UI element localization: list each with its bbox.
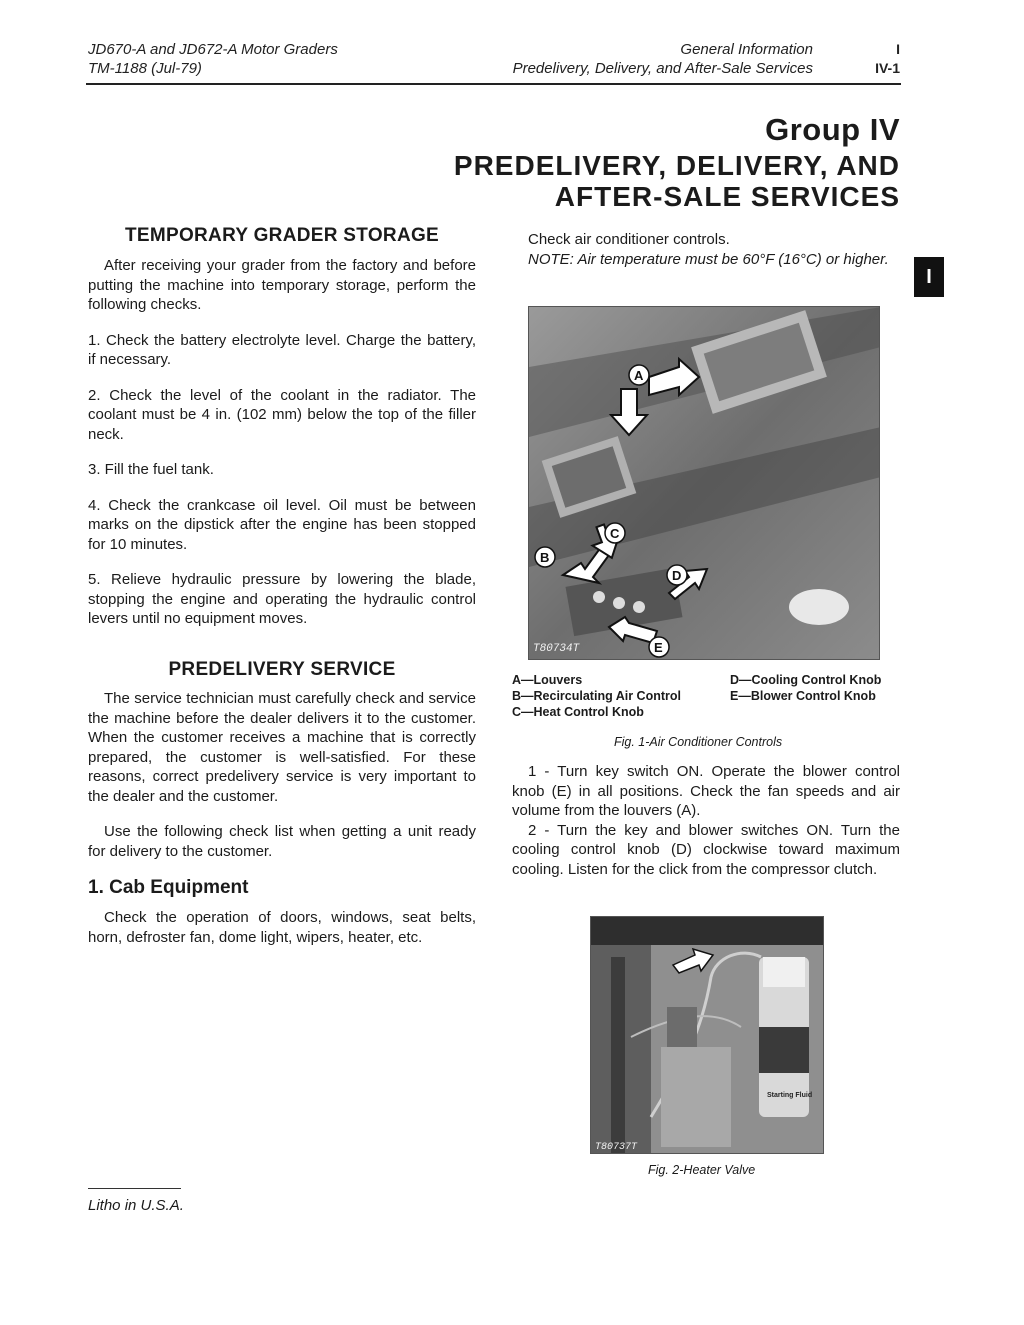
cab-equipment-heading: 1. Cab Equipment — [88, 877, 249, 898]
storage-heading: TEMPORARY GRADER STORAGE — [124, 225, 440, 246]
storage-item-1: 1. Check the battery electrolyte level. Charge the battery, if necessary. — [88, 331, 476, 368]
header-middle — [470, 40, 813, 78]
section-tab: I — [914, 257, 944, 297]
storage-item-5: 5. Relieve hydraulic pressure by lowering the blade, stopping the engine and operating the hydraulic control levers until no equipment moves. — [88, 571, 476, 627]
figure-1-legend-right — [730, 672, 881, 704]
figure-1-code: T80734T — [533, 643, 580, 655]
section-number: I — [896, 41, 900, 57]
heater-valve-image — [591, 917, 824, 1154]
cab-equipment-text: Check the operation of doors, windows, seat belts, horn, defroster fan, dome light, wipers, heater, etc. — [88, 909, 476, 946]
page-title — [420, 150, 900, 212]
section-name: General Information — [680, 41, 813, 58]
group-title: Group IV — [765, 112, 900, 147]
step-1: 1 - Turn key switch ON. Operate the blower control knob (E) in all positions. Check the fan speeds and air volume from the louvers (A). — [512, 763, 900, 819]
callout-d: D — [672, 568, 682, 583]
starting-fluid-label: Starting Fluid — [767, 1092, 813, 1099]
predelivery-section — [88, 659, 476, 947]
air-conditioner-controls-image — [529, 307, 880, 660]
storage-item-2: 2. Check the level of the coolant in the radiator. The coolant must be 4 in. (102 mm) below the top of the filler neck. — [88, 386, 476, 443]
storage-item-3: 3. Fill the fuel tank. — [88, 461, 214, 478]
legend-d: D—Cooling Control Knob — [730, 673, 882, 687]
aircon-section — [512, 230, 900, 269]
header-rule — [86, 83, 901, 85]
footer-text: Litho in U.S.A. — [88, 1197, 184, 1214]
predelivery-heading: PREDELIVERY SERVICE — [168, 659, 396, 680]
manual-number: TM-1188 (Jul-79) — [88, 60, 202, 77]
callout-e: E — [654, 640, 663, 655]
step-2: 2 - Turn the key and blower switches ON. Turn the cooling control knob (D) clockwise toward maximum cooling. Listen for the click from the compressor clutch. — [512, 821, 900, 878]
figure-2-code: T80737T — [595, 1142, 638, 1153]
page-number: IV-1 — [875, 60, 900, 76]
footer-rule — [88, 1188, 181, 1189]
legend-a: A—Louvers — [512, 673, 583, 687]
group-name: Predelivery, Delivery, and After-Sale Services — [512, 60, 813, 77]
manual-title: JD670-A and JD672-A Motor Graders — [88, 41, 338, 58]
figure-1-caption: Fig. 1-Air Conditioner Controls — [614, 735, 783, 749]
callout-a: A — [634, 368, 644, 383]
callout-c: C — [610, 526, 620, 541]
legend-e: E—Blower Control Knob — [730, 689, 876, 703]
storage-section — [88, 225, 476, 629]
storage-item-4: 4. Check the crankcase oil level. Oil must be between marks on the dipstick after the engine has been stopped for 10 minutes. — [88, 496, 476, 553]
header-left — [88, 40, 338, 78]
page-title-line-2: AFTER-SALE SERVICES — [554, 181, 900, 212]
figure-1-photo — [528, 306, 880, 660]
callout-b: B — [540, 550, 550, 565]
figure-2-photo — [590, 916, 824, 1154]
predelivery-para-1: The service technician must carefully check and service the machine before the dealer delivers it to the customer. When the customer receives a machine that is correctly prepared, the customer is well-satisfied. For these reasons, correct predelivery service is very important to the dealer and the customer. — [88, 690, 476, 805]
predelivery-para-2: Use the following check list when getting a unit ready for delivery to the customer. — [88, 823, 476, 860]
legend-b: B—Recirculating Air Control — [512, 689, 681, 703]
header-right — [848, 40, 900, 78]
aircon-note: NOTE: Air temperature must be 60°F (16°C) or higher. — [528, 250, 889, 268]
storage-intro: After receiving your grader from the factory and before putting the machine into temporary storage, perform the following checks. — [88, 257, 476, 313]
figure-2-caption: Fig. 2-Heater Valve — [648, 1163, 756, 1177]
figure-1-legend-left — [512, 672, 681, 720]
legend-c: C—Heat Control Knob — [512, 705, 644, 719]
page-title-line-1: PREDELIVERY, DELIVERY, AND — [453, 150, 900, 181]
aircon-steps — [512, 762, 900, 879]
aircon-check: Check air conditioner controls. — [528, 231, 730, 248]
